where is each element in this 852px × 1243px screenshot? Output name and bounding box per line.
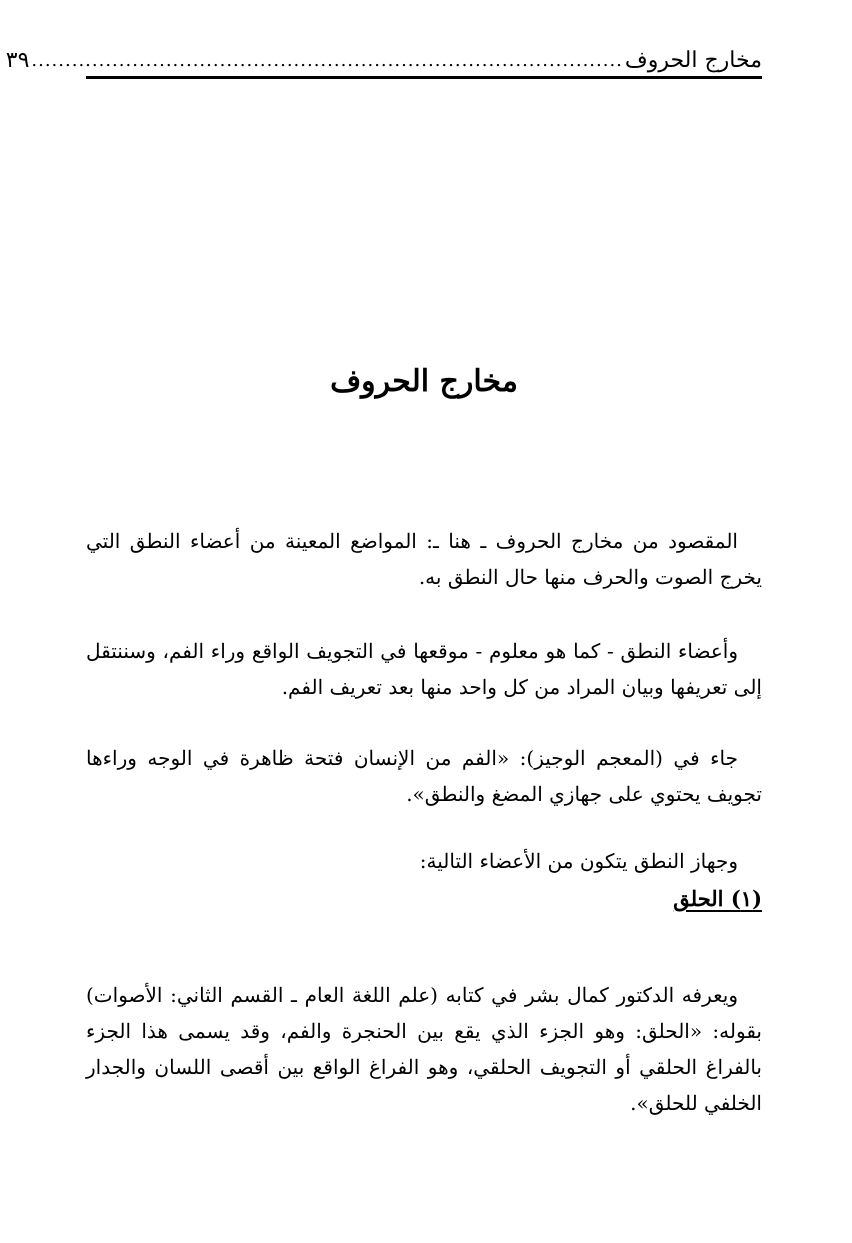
page-number: ٣٩ [5,48,30,73]
section-heading [86,882,762,916]
chapter-title: مخارج الحروف [330,364,518,399]
running-header-title: مخارج الحروف [624,48,762,73]
paragraph-organs-intro: وجهاز النطق يتكون من الأعضاء التالية: [419,849,738,873]
leader-dots: ........................................................................................ [31,50,623,71]
section-heading-text: (١) الحلق [673,886,762,911]
paragraph-definition: المقصود من مخارج الحروف ـ هنا ـ: المواضع المعينة من أعضاء النطق التي يخرج الصوت والحرف منها حال النطق به. [86,529,762,589]
paragraph-speech-organs: وأعضاء النطق - كما هو معلوم - موقعها في التجويف الواقع وراء الفم، وسننتقل إلى تعريفها وبيان المراد من كل واحد منها بعد تعريف الفم. [86,639,762,699]
paragraph-throat-definition: ويعرفه الدكتور كمال بشر في كتابه (علم اللغة العام ـ القسم الثاني: الأصوات) بقوله: «الحلق: وهو الجزء الذي يقع بين الحنجرة والفم، وقد يسمى هذا الجزء بالفراغ الحلقي أو التجويف الحلقي، وهو الفراغ الواقع بين أقصى اللسان والجدار الخلفي للحلق». [86,983,762,1115]
header-rule [86,76,762,79]
paragraph-mouth-definition: جاء في (المعجم الوجيز): «الفم من الإنسان فتحة ظاهرة في الوجه وراءها تجويف يحتوي على جهازي المضغ والنطق». [86,746,762,806]
running-header [5,42,762,76]
